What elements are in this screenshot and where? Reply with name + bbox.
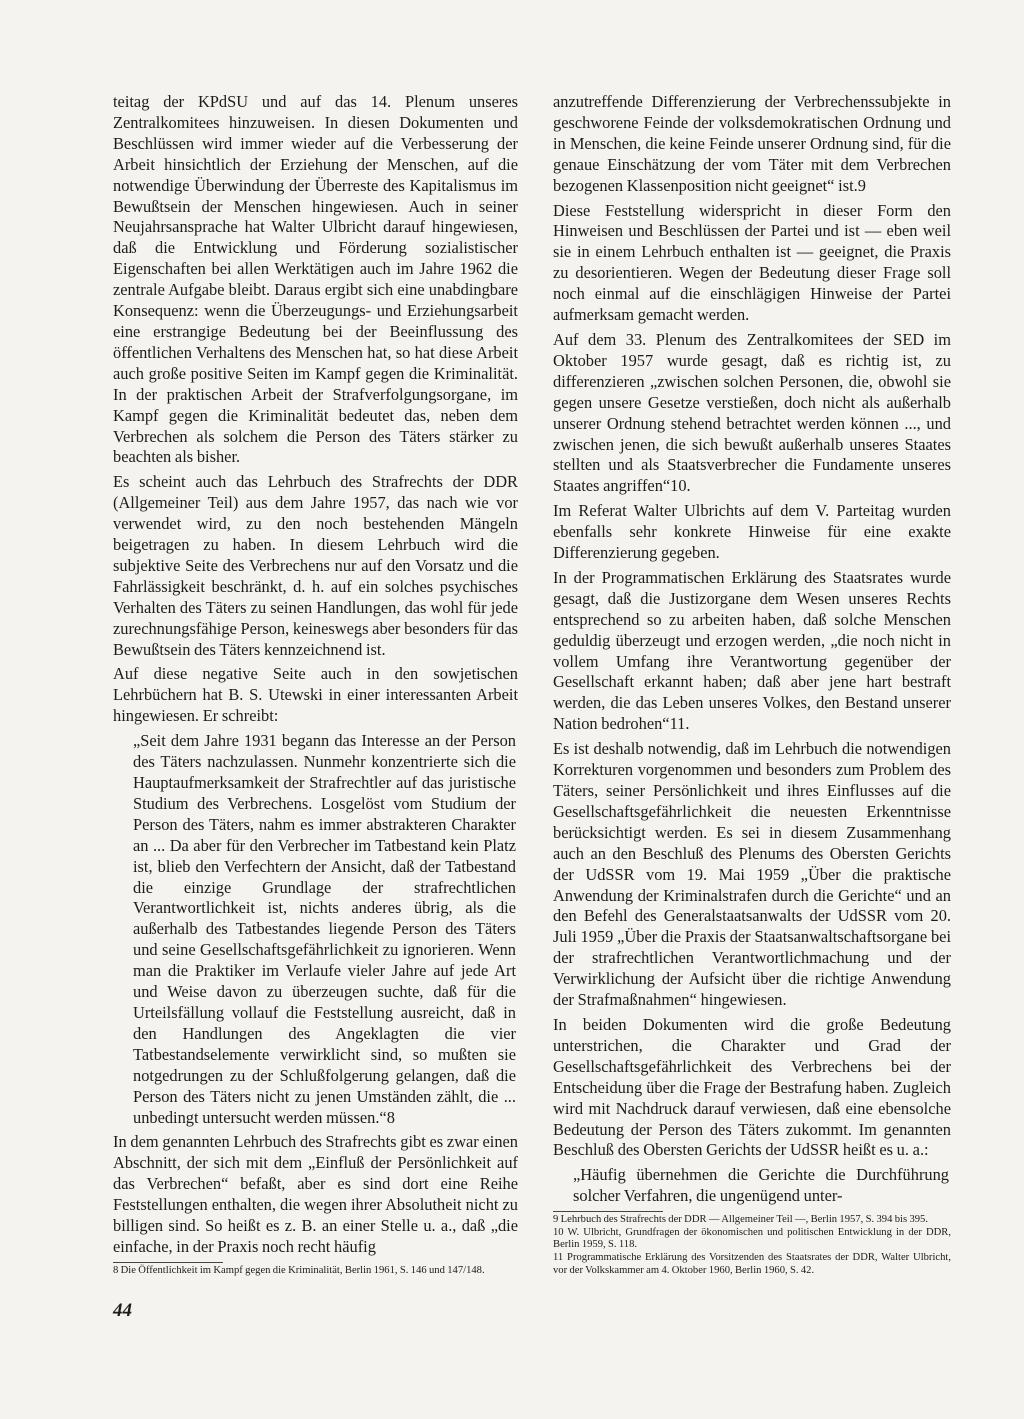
footnote-rule xyxy=(553,1211,663,1212)
footnote: 11 Programmatische Erklärung des Vorsitzenden des Staatsrates der DDR, Walter Ulbricht, vor der Volkskammer am 4. Oktober 1960, Berlin 1960, S. 42. xyxy=(553,1251,951,1276)
footnote: 8 Die Öffentlichkeit im Kampf gegen die Kriminalität, Berlin 1961, S. 146 und 147/148. xyxy=(113,1264,485,1276)
paragraph: Es scheint auch das Lehrbuch des Strafrechts der DDR (Allgemeiner Teil) aus dem Jahre 1957, das nach wie vor verwendet wird, zu den noch bestehenden Mängeln beigetragen zu haben. In diesem Lehrbuch wird die subjektive Seite des Verbrechens nur auf den Vorsatz und die Fahrlässigkeit beschränkt, d. h. auf ein solches psychisches Verhalten des Täters zu seinen Handlungen, das wohl für jede zurechnungsfähige Person, keineswegs aber besonders für das Bewußtsein des Täters kennzeichnend ist. xyxy=(113,472,518,659)
paragraph: teitag der KPdSU und auf das 14. Plenum unseres Zentralkomitees hinzuweisen. In diesen Dokumenten und Beschlüssen wird immer wieder auf die Verbesserung der Arbeit hinsichtlich der Erziehung der Menschen, auf die notwendige Überwindung der Überreste des Kapitalismus im Bewußtsein der Menschen hingewiesen. Auch in seiner Neujahrsansprache hat Walter Ulbricht darauf hingewiesen, daß die Entwicklung und Förderung sozialistischer Eigenschaften bei allen Werktätigen auch im Jahre 1962 die zentrale Aufgabe bleibt. Daraus ergibt sich eine unabdingbare Konsequenz: wenn die Überzeugungs- und Erziehungsarbeit eine erstrangige Bedeutung bei der Beeinflussung des öffentlichen Verhaltens des Menschen hat, so hat diese Arbeit auch große positive Seiten im Kampf gegen die Kriminalität. In der praktischen Arbeit der Strafverfolgungsorgane, im Kampf gegen die Kriminalität bedeutet das, neben dem Verbrechen als solchem die Person des Täters stärker zu beachten als bisher. xyxy=(113,92,518,467)
block-quote: „Häufig übernehmen die Gerichte die Durchführung solcher Verfahren, die ungenügend unter- xyxy=(573,1165,949,1206)
footnote-rule xyxy=(113,1262,223,1263)
left-column xyxy=(113,92,518,1277)
paragraph: In dem genannten Lehrbuch des Strafrechts gibt es zwar einen Abschnitt, der sich mit dem „Einfluß der Persönlichkeit auf das Verbrechen“ befaßt, aber es sind dort eine Reihe Feststellungen enthalten, die wegen ihrer Absolutheit nicht zu billigen sind. So heißt es z. B. an einer Stelle u. a., daß „die einfache, in der Praxis noch recht häufig xyxy=(113,1132,518,1256)
paragraph: In der Programmatischen Erklärung des Staatsrates wurde gesagt, daß die Justizorgane dem Wesen unseres Rechts entsprechend so zu arbeiten haben, daß solche Menschen geduldig überzeugt und erzogen werden, „die noch nicht in vollem Umfang ihre Verantwortung gegenüber der Gesellschaft erkannt haben; daß aber jene hart bestraft werden, die das Leben unseres Volkes, den Bestand unserer Nation bedrohen“11. xyxy=(553,567,951,734)
paragraph: Es ist deshalb notwendig, daß im Lehrbuch die notwendigen Korrekturen vorgenommen und besonders zum Problem des Täters, seiner Persönlichkeit und ihres Einflusses auf die Gesellschaftsgefährlichkeit die neuesten Erkenntnisse berücksichtigt werden. Es sei in diesem Zusammenhang auch an den Beschluß des Plenums des Obersten Gerichts der UdSSR vom 19. Mai 1959 „Über die praktische Anwendung der Kriminalstrafen durch die Gerichte“ und an den Befehl des Generalstaatsanwalts der UdSSR vom 20. Juli 1959 „Über die Praxis der Staatsanwaltschaftsorgane bei der strafrechtlichen Verantwortlichmachung und der Verwirklichung der Aufsicht über die richtige Anwendung der Strafmaßnahmen“ hingewiesen. xyxy=(553,739,951,1010)
paragraph: Auf diese negative Seite auch in den sowjetischen Lehrbüchern hat B. S. Utewski in einer interessanten Arbeit hingewiesen. Er schreibt: xyxy=(113,664,518,726)
paragraph: Im Referat Walter Ulbrichts auf dem V. Parteitag wurden ebenfalls sehr konkrete Hinweise für eine exakte Differenzierung gegeben. xyxy=(553,501,951,563)
right-column xyxy=(553,92,951,1277)
paragraph: Diese Feststellung widerspricht in dieser Form den Hinweisen und Beschlüssen der Partei und ist — eben weil sie in einem Lehrbuch enthalten ist — geeignet, die Praxis zu desorientieren. Wegen der Bedeutung dieser Frage soll noch einmal auf die einschlägigen Hinweise der Partei aufmerksam gemacht werden. xyxy=(553,200,951,325)
paragraph: Auf dem 33. Plenum des Zentralkomitees der SED im Oktober 1957 wurde gesagt, daß es richtig ist, zu differenzieren „zwischen solchen Personen, die, obwohl sie gegen unsere Gesetze verstießen, doch nicht als außerhalb unserer Ordnung stehend betrachtet werden können ..., und zwischen jenen, die sich bewußt außerhalb unseres Staates stellten und als Staatsverbrecher die Fundamente unseres Staates angriffen“10. xyxy=(553,329,951,496)
block-quote: „Seit dem Jahre 1931 begann das Interesse an der Person des Täters nachzulassen. Nunmehr konzentrierte sich die Hauptaufmerksamkeit der Strafrechtler auf das juristische Studium des Verbrechens. Losgelöst vom Studium der Person des Täters, nahm es immer abstrakteren Charakter an ... Da aber für den Verbrecher im Tatbestand kein Platz ist, blieb den Verfechtern der Ansicht, daß der Tatbestand die einzige Grundlage der strafrechtlichen Verantwortlichkeit ist, nichts anderes übrig, als die außerhalb des Tatbestandes liegende Person des Täters und seine Gesellschaftsgefährlichkeit zu ignorieren. Wenn man die Praktiker im Verlaufe vieler Jahre auf jede Art und Weise davon zu überzeugen suchte, daß für die Urteilsfällung vollauf die Feststellung ausreicht, daß in den Handlungen des Angeklagten die vier Tatbestandselemente verwirklicht sind, so mußten sie notgedrungen zu der Schlußfolgerung gelangen, daß die Person des Täters nicht zu jenen Umständen zählt, die ... unbedingt untersucht werden müssen.“8 xyxy=(133,731,516,1127)
footnote: 10 W. Ulbricht, Grundfragen der ökonomischen und politischen Entwicklung in der DDR, Berlin 1959, S. 118. xyxy=(553,1226,951,1251)
paragraph: In beiden Dokumenten wird die große Bedeutung unterstrichen, die Charakter und Grad der Gesellschaftsgefährlichkeit des Verbrechens bei der Entscheidung über die Frage der Bestrafung haben. Zugleich wird mit Nachdruck darauf verwiesen, daß eine ebensolche Bedeutung der Person des Täters zukommt. Im genannten Beschluß des Obersten Gerichts der UdSSR heißt es u. a.: xyxy=(553,1014,951,1160)
page-number: 44 xyxy=(113,1300,132,1321)
footnote: 9 Lehrbuch des Strafrechts der DDR — Allgemeiner Teil —, Berlin 1957, S. 394 bis 395. xyxy=(553,1214,928,1226)
paragraph: anzutreffende Differenzierung der Verbrechenssubjekte in geschworene Feinde der volksdemokratischen Ordnung und in Menschen, die keine Feinde unserer Ordnung sind, für die genaue Einschätzung der vom Täter mit dem Verbrechen bezogenen Klassenposition nicht geeignet“ ist.9 xyxy=(553,92,951,195)
